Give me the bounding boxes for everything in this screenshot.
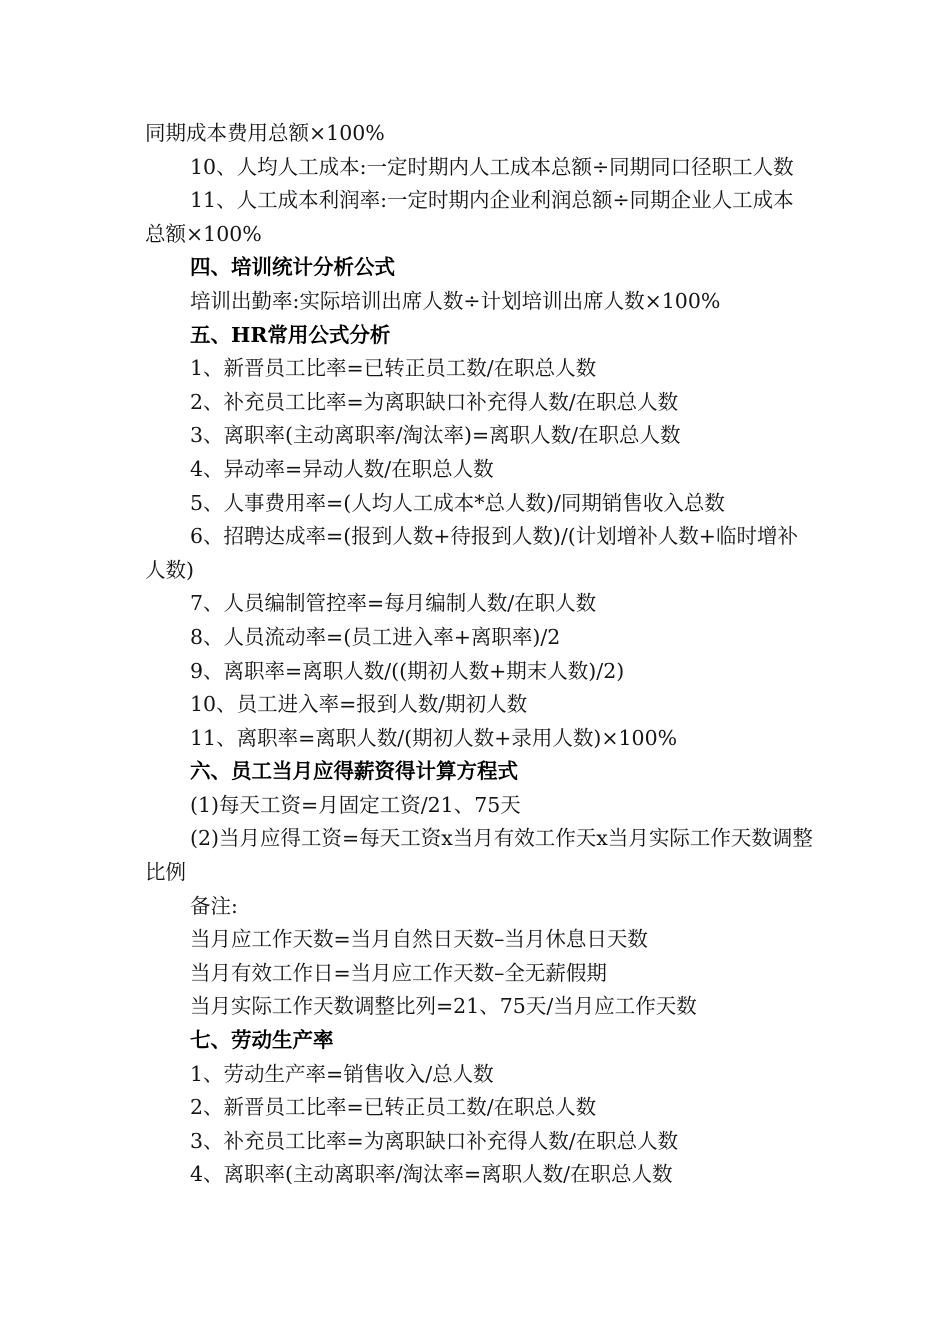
formula-item: 5、人事费用率=(人均人工成本*总人数)/同期销售收入总数: [190, 490, 725, 515]
formula-item: 11、离职率=离职人数/(期初人数+录用人数)×100%: [190, 725, 678, 750]
document-body: [145, 117, 813, 1192]
section-heading: 五、HR常用公式分析: [190, 322, 391, 347]
formula-item: 8、人员流动率=(员工进入率+离职率)/2: [190, 624, 561, 649]
formula-item: 10、人均人工成本:一定时期内人工成本总额÷同期同口径职工人数: [190, 154, 794, 179]
section-heading: 六、员工当月应得薪资得计算方程式: [190, 759, 518, 784]
formula-item: 6、招聘达成率=(报到人数+待报到人数)/(计划增补人数+临时增补人数): [145, 524, 798, 582]
formula-item: 当月实际工作天数调整比列=21、75天/当月应工作天数: [190, 994, 697, 1019]
note-label: 备注:: [190, 893, 238, 918]
text-line: 同期成本费用总额×100%: [145, 121, 385, 145]
formula-item: 当月应工作天数=当月自然日天数–当月休息日天数: [190, 927, 648, 952]
formula-item: (1)每天工资=月固定工资/21、75天: [190, 792, 521, 817]
formula-item: 2、补充员工比率=为离职缺口补充得人数/在职总人数: [190, 389, 679, 414]
formula-item: (2)当月应得工资=每天工资x当月有效工作天x当月实际工作天数调整比例: [145, 826, 813, 885]
formula-item: 11、人工成本利润率:一定时期内企业利润总额÷同期企业人工成本总额×100%: [145, 188, 794, 246]
formula-item: 4、离职率(主动离职率/淘汰率=离职人数/在职总人数: [190, 1162, 673, 1187]
formula-item: 3、补充员工比率=为离职缺口补充得人数/在职总人数: [190, 1128, 679, 1153]
formula-item: 当月有效工作日=当月应工作天数–全无薪假期: [190, 960, 607, 985]
formula-item: 9、离职率=离职人数/((期初人数+期末人数)/2): [190, 658, 625, 683]
formula-item: 培训出勤率:实际培训出席人数÷计划培训出席人数×100%: [190, 288, 721, 313]
formula-item: 2、新晋员工比率=已转正员工数/在职总人数: [190, 1095, 597, 1120]
formula-item: 10、员工进入率=报到人数/期初人数: [190, 692, 528, 717]
formula-item: 4、异动率=异动人数/在职总人数: [190, 456, 494, 481]
formula-item: 1、劳动生产率=销售收入/总人数: [190, 1061, 494, 1086]
section-heading: 四、培训统计分析公式: [190, 255, 395, 280]
section-heading: 七、劳动生产率: [190, 1028, 334, 1053]
formula-item: 7、人员编制管控率=每月编制人数/在职人数: [190, 591, 597, 616]
formula-item: 3、离职率(主动离职率/淘汰率)=离职人数/在职总人数: [190, 423, 681, 448]
formula-item: 1、新晋员工比率=已转正员工数/在职总人数: [190, 356, 597, 381]
